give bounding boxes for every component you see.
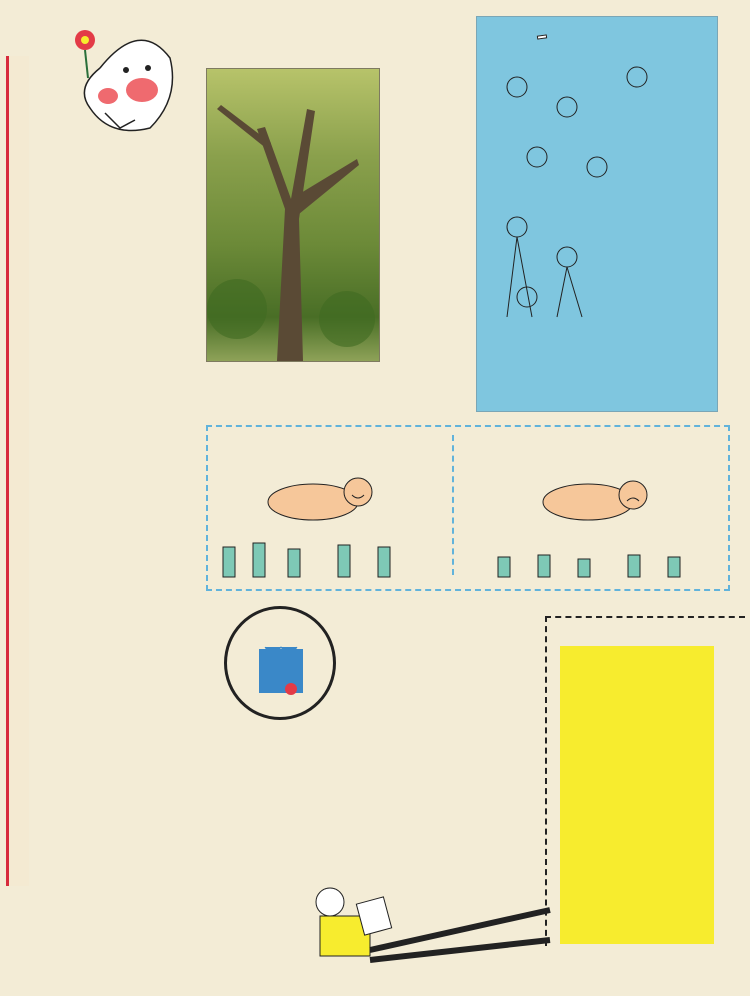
rohac-stamp <box>224 606 336 720</box>
comic-divider <box>452 435 454 575</box>
cartoon-face-illustration <box>30 8 180 168</box>
calendar-top-divider <box>545 616 745 618</box>
comic-panel-2 <box>478 447 718 587</box>
reading-man-illustration <box>300 880 560 970</box>
left-vertical-bar <box>6 56 29 886</box>
comic-panel-1 <box>218 447 448 587</box>
calendar-box <box>560 646 714 944</box>
comic-strip <box>206 425 730 591</box>
beetle-logo-icon <box>255 639 309 699</box>
poster-illustration <box>476 16 718 412</box>
tree-photo <box>206 68 380 362</box>
